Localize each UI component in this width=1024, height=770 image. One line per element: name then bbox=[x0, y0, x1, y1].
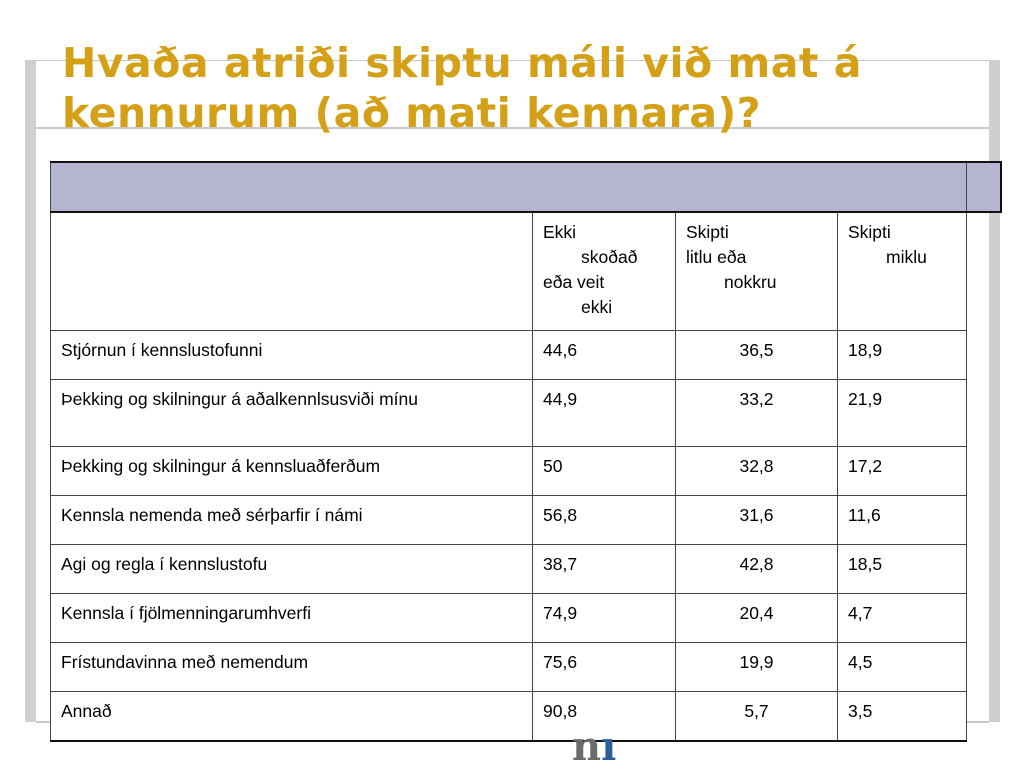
row-label: Kennsla nemenda með sérþarfir í námi bbox=[51, 496, 533, 545]
row-label: Þekking og skilningur á aðalkennlsusviði mínu bbox=[51, 380, 533, 447]
row-value-little: 42,8 bbox=[676, 545, 838, 594]
title-line-2: kennurum (að mati kennara)? bbox=[62, 89, 762, 137]
header-col-little: Skipti litlu eða nokkru bbox=[676, 212, 838, 331]
row-value-little: 32,8 bbox=[676, 447, 838, 496]
frame-left-bar bbox=[25, 60, 36, 722]
row-value-much: 3,5 bbox=[838, 692, 967, 742]
row-value-not-examined: 50 bbox=[533, 447, 676, 496]
table-band bbox=[51, 162, 967, 212]
table-band-side bbox=[967, 162, 1002, 212]
row-value-much: 18,9 bbox=[838, 331, 967, 380]
header-col-not-examined: Ekki skoðað eða veit ekki bbox=[533, 212, 676, 331]
row-value-not-examined: 56,8 bbox=[533, 496, 676, 545]
row-value-little: 33,2 bbox=[676, 380, 838, 447]
table-row bbox=[51, 545, 1002, 594]
row-label: Agi og regla í kennslustofu bbox=[51, 545, 533, 594]
row-value-little: 19,9 bbox=[676, 643, 838, 692]
row-value-much: 17,2 bbox=[838, 447, 967, 496]
table-row bbox=[51, 331, 1002, 380]
results-table bbox=[50, 161, 1002, 742]
table-row bbox=[51, 643, 1002, 692]
row-value-little: 20,4 bbox=[676, 594, 838, 643]
university-logo-icon: nı bbox=[572, 723, 617, 770]
row-value-not-examined: 74,9 bbox=[533, 594, 676, 643]
row-value-little: 31,6 bbox=[676, 496, 838, 545]
table-row bbox=[51, 594, 1002, 643]
table-row bbox=[51, 496, 1002, 545]
header-col-much: Skipti miklu bbox=[838, 212, 967, 331]
row-value-not-examined: 38,7 bbox=[533, 545, 676, 594]
row-value-not-examined: 44,6 bbox=[533, 331, 676, 380]
table-header-row bbox=[51, 212, 1002, 331]
row-value-not-examined: 90,8 bbox=[533, 692, 676, 742]
row-value-much: 4,5 bbox=[838, 643, 967, 692]
table-row bbox=[51, 447, 1002, 496]
row-value-much: 11,6 bbox=[838, 496, 967, 545]
row-value-not-examined: 75,6 bbox=[533, 643, 676, 692]
row-value-little: 5,7 bbox=[676, 692, 838, 742]
row-value-much: 21,9 bbox=[838, 380, 967, 447]
row-value-little: 36,5 bbox=[676, 331, 838, 380]
slide-title bbox=[62, 38, 962, 138]
row-value-much: 4,7 bbox=[838, 594, 967, 643]
row-label: Þekking og skilningur á kennsluaðferðum bbox=[51, 447, 533, 496]
table-band-row bbox=[51, 162, 1002, 212]
row-value-not-examined: 44,9 bbox=[533, 380, 676, 447]
table-row bbox=[51, 380, 1002, 447]
row-label: Annað bbox=[51, 692, 533, 742]
header-empty-cell bbox=[51, 212, 533, 331]
title-line-1: Hvaða atriði skiptu máli við mat á bbox=[62, 39, 862, 87]
table-row bbox=[51, 692, 1002, 742]
row-label: Frístundavinna með nemendum bbox=[51, 643, 533, 692]
row-label: Kennsla í fjölmenningarumhverfi bbox=[51, 594, 533, 643]
row-value-much: 18,5 bbox=[838, 545, 967, 594]
row-label: Stjórnun í kennslustofunni bbox=[51, 331, 533, 380]
